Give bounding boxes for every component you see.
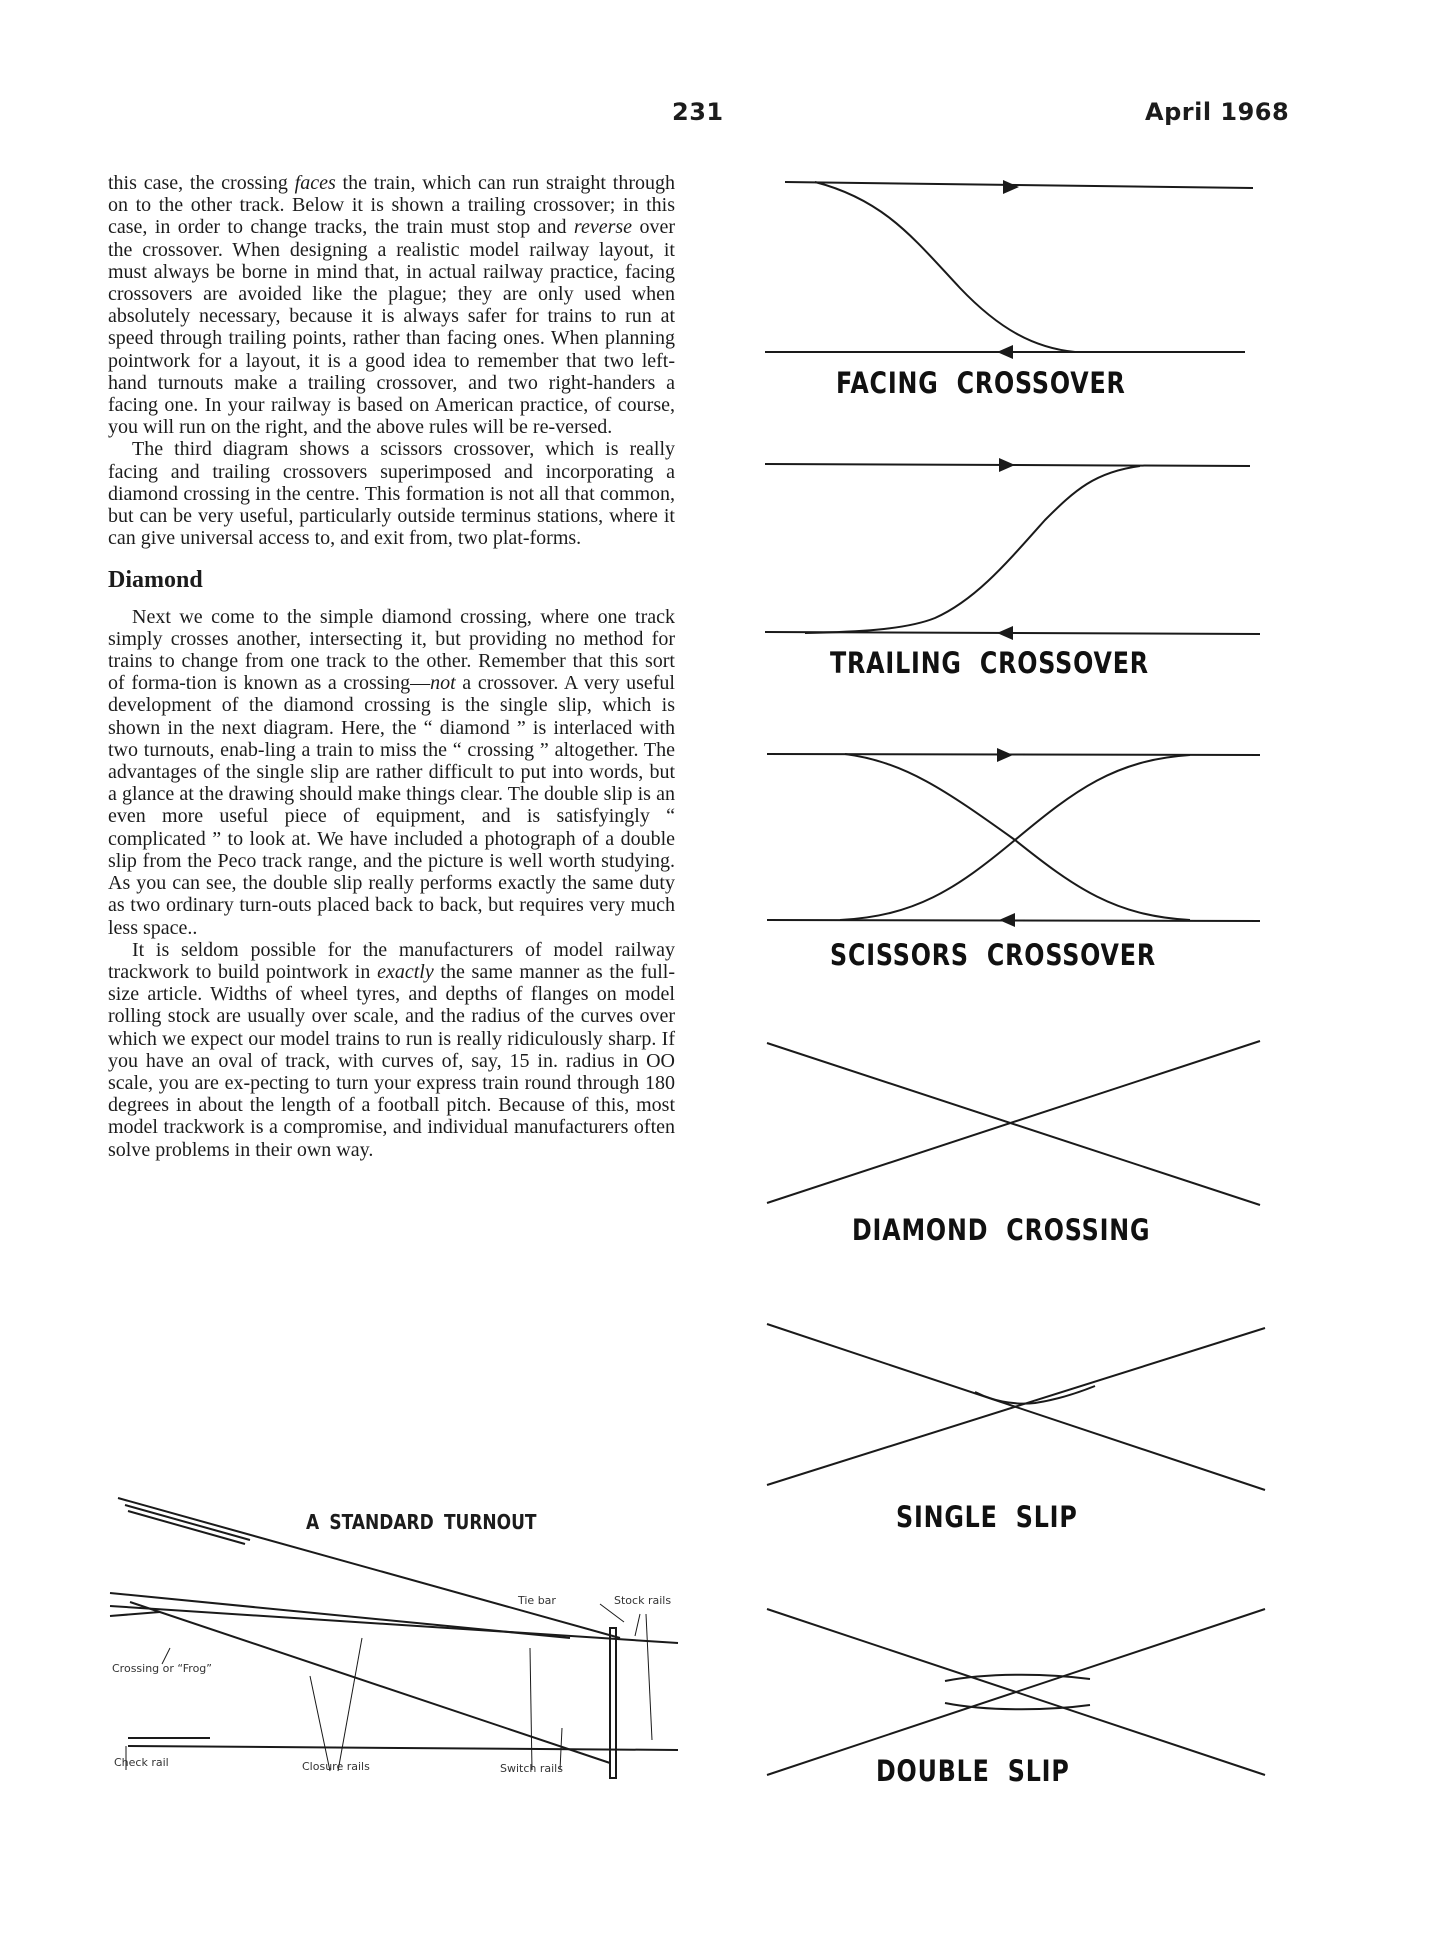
caption-scissors-crossover: SCISSORS CROSSOVER (830, 938, 1156, 972)
issue-date: April 1968 (1145, 98, 1290, 126)
caption-facing-crossover: FACING CROSSOVER (836, 366, 1126, 400)
facing-crossover-diagram (745, 170, 1285, 370)
label-frog: Crossing or “Frog” (112, 1662, 212, 1675)
paragraph-4: It is seldom possible for the manufacturers of model railway trackwork to build pointwork in exactly the same manner as the full-size article. Widths of wheel tyres, and depths of flanges on model rolling stock are usually over scale, and the radius of the curves over which we expect our model trains to run is really ridiculously sharp. If you have an oval of track, with curves of, say, 15 in. radius in OO scale, you are ex-pecting to turn your express train round through 180 degrees in about the length of a football pitch. Because of this, most model trackwork is a compromise, and individual manufacturers often solve problems in their own way. (108, 938, 675, 1161)
caption-single-slip: SINGLE SLIP (896, 1500, 1078, 1534)
section-heading-diamond: Diamond (108, 567, 203, 594)
paragraph-1: this case, the crossing faces the train, which can run straight through on to the other track. Below it is shown a trailing crossover; in this case, in order to change tracks, the train must stop and reverse over the crossover. When designing a realistic model railway layout, it must always be borne in mind that, in actual railway practice, facing crossovers are avoided like the plague; they are only used when absolutely necessary, because it is always safer for trains to run at speed through trailing points, rather than facing ones. When planning pointwork for a layout, it is a good idea to remember that two left-hand turnouts make a trailing crossover, and two right-handers a facing one. In your railway is based on American practice, of course, you will run on the right, and the above rules will be re-versed. (108, 172, 675, 439)
label-tie-bar: Tie bar (518, 1594, 556, 1607)
label-closure-rails: Closure rails (302, 1760, 370, 1773)
article-column (108, 172, 675, 1161)
label-stock-rails: Stock rails (614, 1594, 672, 1607)
paragraph-3: Next we come to the simple diamond crossing, where one track simply crosses another, intersecting it, but providing no method for trains to change from one track to the other. Remember that this sort of forma-tion is known as a crossing—not a crossover. A very useful development of the diamond crossing is the single slip, which is shown in the next diagram. Here, the “ diamond ” is interlaced with two turnouts, enab-ling a train to miss the “ crossing ” altogether. The advantages of the single slip are rather difficult to put into words, but a glance at the drawing should make things clear. The double slip is an even more useful piece of equipment, and is satisfyingly “ complicated ” to look at. We have included a photograph of a double slip from the Peco track range, and the picture is well worth studying. As you can see, the double slip really performs exactly the same duty as two ordinary turn-outs placed back to back, but requires very much less space.. (108, 605, 675, 939)
scissors-crossover-diagram (745, 740, 1285, 940)
page-number: 231 (672, 98, 724, 126)
label-check-rail: Check rail (114, 1756, 169, 1769)
trailing-crossover-diagram (745, 450, 1285, 650)
paragraph-2: The third diagram shows a scissors crossover, which is really facing and trailing crossovers superimposed and incorporating a diamond crossing in the centre. This formation is not all that common, but can be very useful, particularly outside terminus stations, where it can give universal access to, and exit from, two plat-forms. (108, 438, 675, 550)
diamond-crossing-diagram (745, 1035, 1285, 1215)
caption-trailing-crossover: TRAILING CROSSOVER (830, 646, 1149, 680)
caption-double-slip: DOUBLE SLIP (876, 1754, 1070, 1788)
caption-diamond-crossing: DIAMOND CROSSING (852, 1213, 1151, 1247)
turnout-title: A STANDARD TURNOUT (306, 1510, 537, 1534)
single-slip-diagram (745, 1320, 1285, 1500)
label-switch-rails: Switch rails (500, 1762, 563, 1775)
